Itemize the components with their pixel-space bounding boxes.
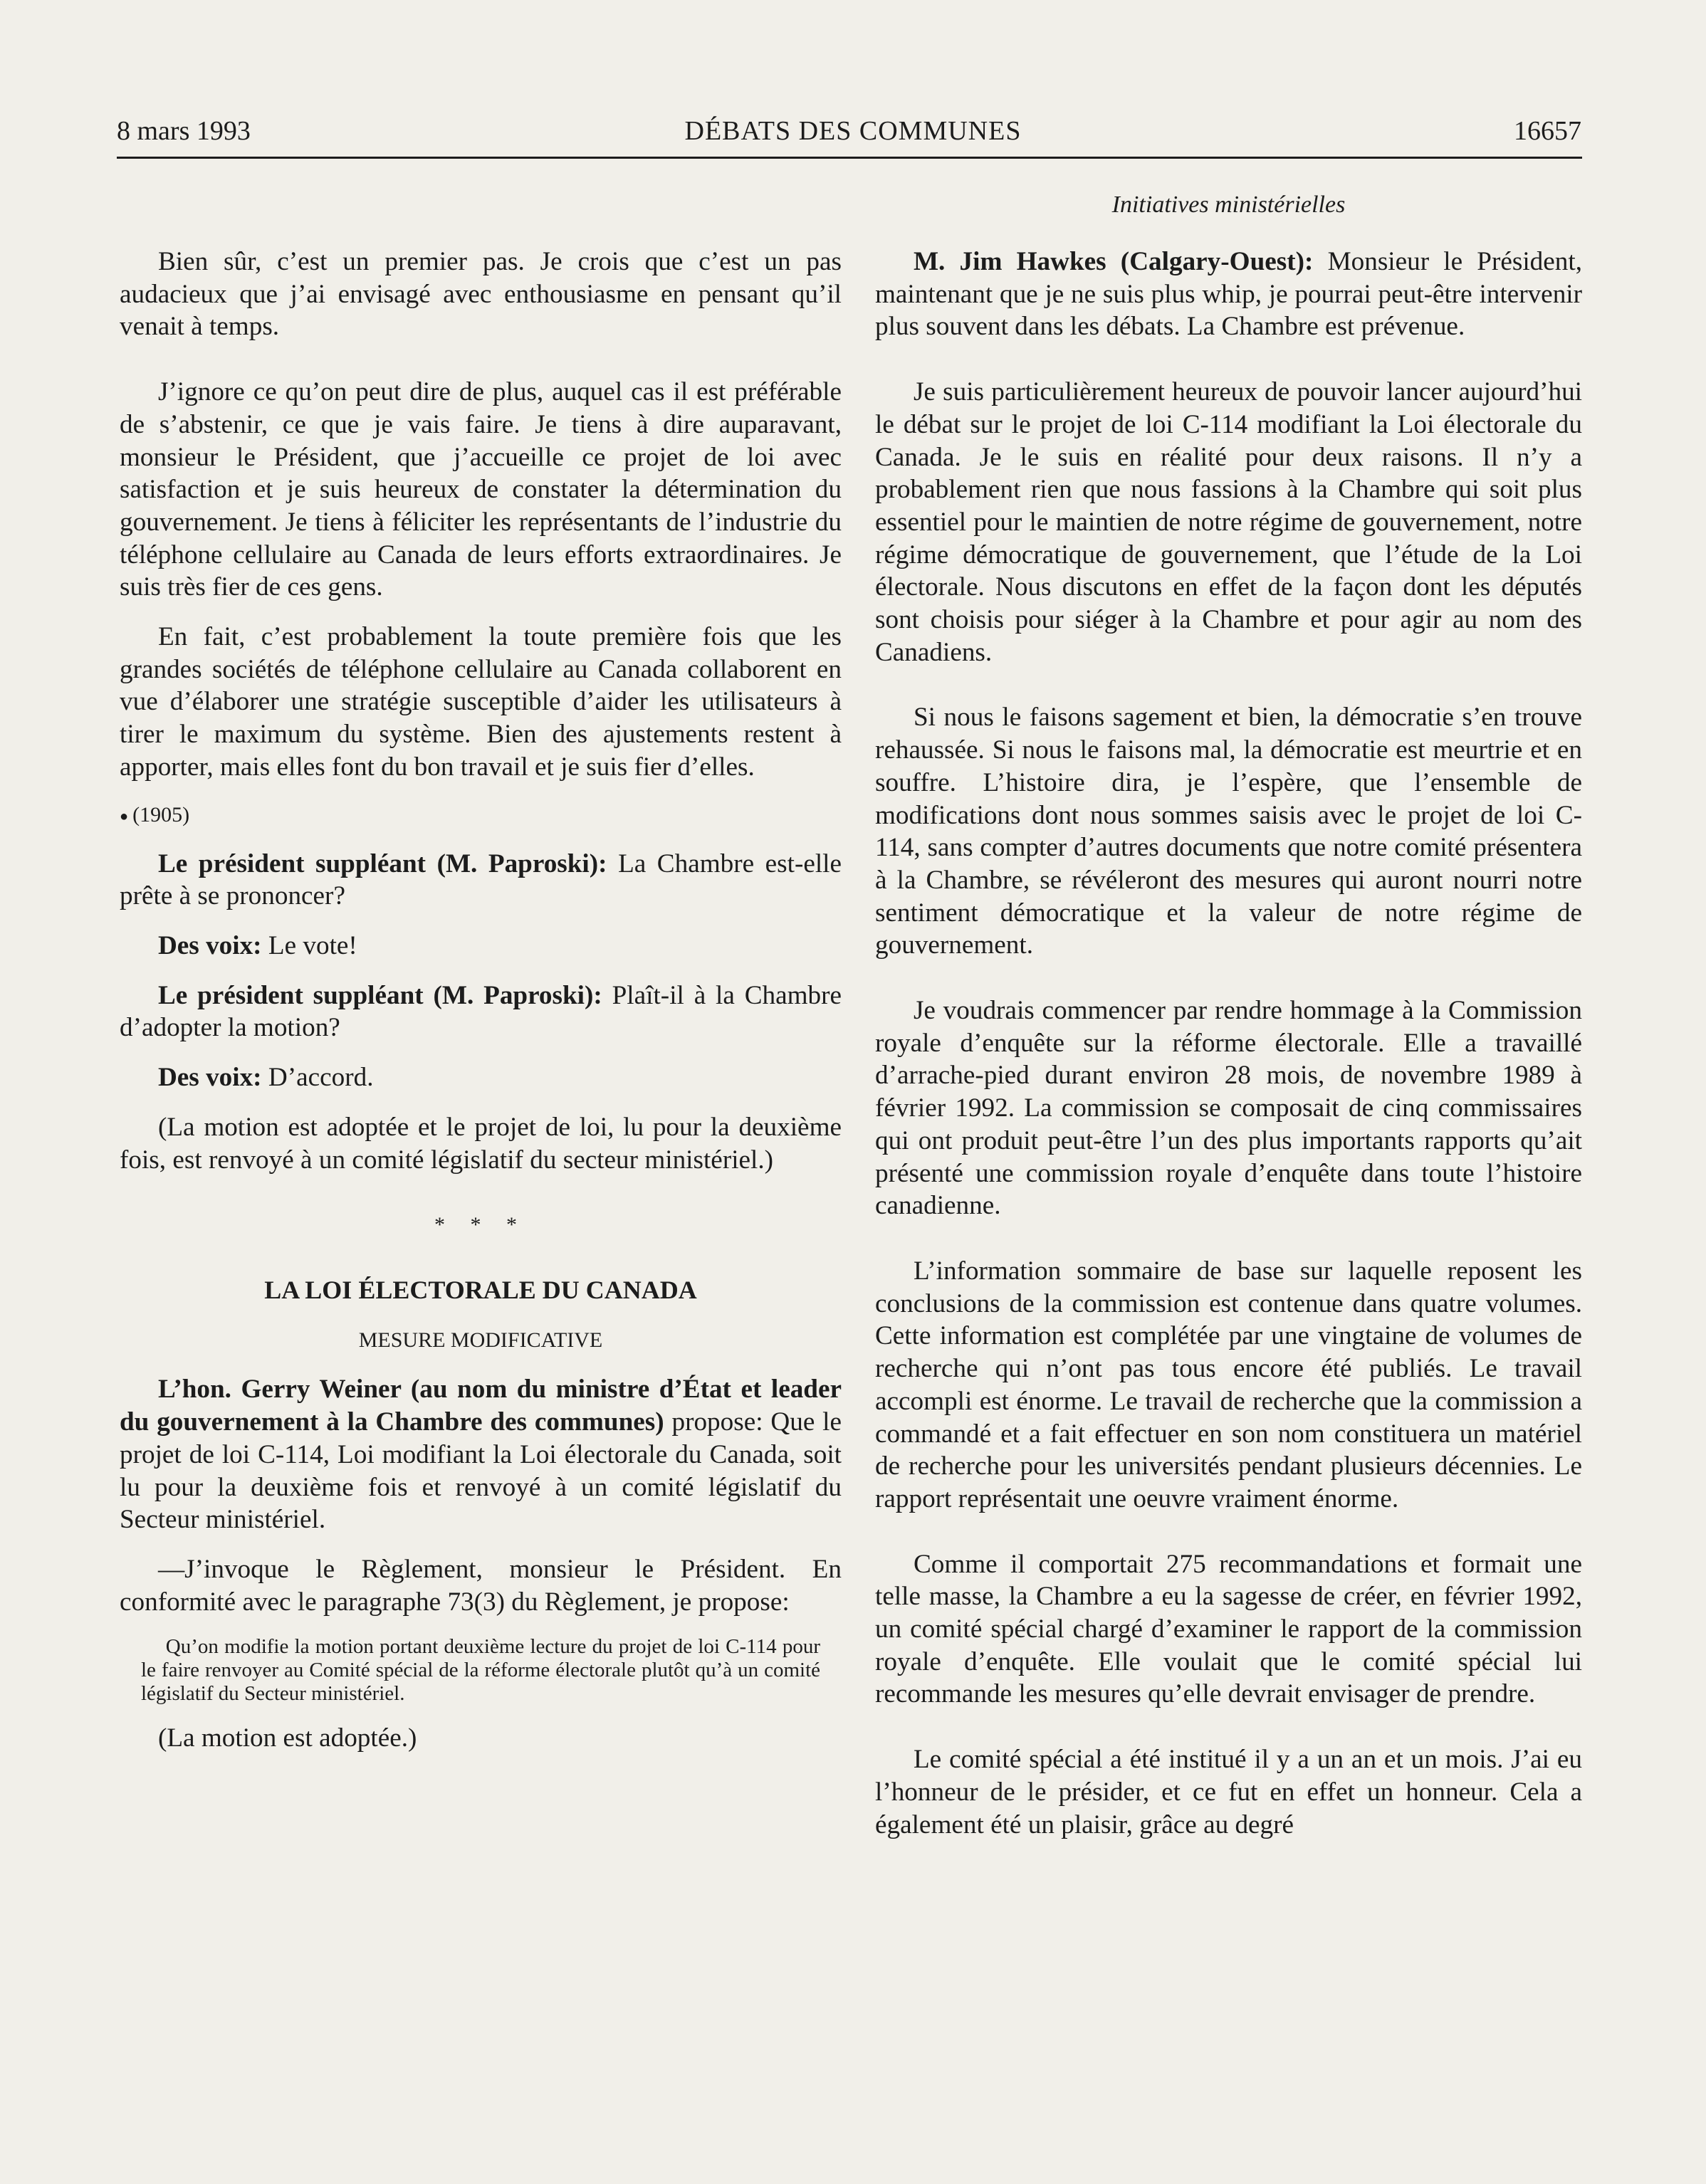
left-column bbox=[120, 246, 842, 1755]
amendment-text: Qu’on modifie la motion portant deuxième lecture du projet de loi C-114 pour le faire renvoyer au Comité spécial de la réforme électorale plutôt qu’à un comité législatif du Secteur ministériel. bbox=[141, 1635, 820, 1705]
speech-text: Monsieur le Président, maintenant que je ne suis plus whip, je pourrai peut-être intervenir plus souvent dans les débats. La Chambre est prévenue. bbox=[875, 247, 1583, 342]
paragraph: L’information sommaire de base sur laquelle reposent les conclusions de la commission est contenue dans quatre volumes. Cette information est complétée par une vingtaine de volumes de recherche qui n’ont pas tous encore été publiés. Le travail accompli est énorme. Le travail de recherche que la commission a commandé et a fait effectuer en son nom constituera un matériel de recherche pour les universités pendant plusieurs décennies. Le rapport représentait une oeuvre vraiment énorme. bbox=[875, 1256, 1582, 1513]
speech-paragraph bbox=[120, 980, 842, 1044]
speaker-name: L’hon. Gerry Weiner (au nom du ministre d’État et leader du gouvernement à la Chambre des communes) bbox=[120, 1375, 842, 1437]
amendment-quote bbox=[120, 1635, 842, 1705]
speech-paragraph bbox=[120, 930, 842, 962]
paragraph: Je voudrais commencer par rendre hommage à la Commission royale d’enquête sur la réforme électorale. Elle a travaillé d’arrache-pied durant environ 28 mois, de novembre 1989 à février 1992. La commission se composait de cinq commissaires qui ont produit peut-être l’un des plus importants rapports qu’ait présenté une commission royale d’enquête dans toute l’histoire canadienne. bbox=[875, 996, 1582, 1221]
time-marker bbox=[120, 801, 842, 831]
speech-paragraph bbox=[120, 1373, 842, 1536]
motion-result: (La motion est adoptée et le projet de loi, lu pour la deuxième fois, est renvoyé à un comité législatif du secteur ministériel.) bbox=[120, 1112, 842, 1175]
section-heading: LA LOI ÉLECTORALE DU CANADA bbox=[264, 1275, 697, 1304]
header-title: DÉBATS DES COMMUNES bbox=[684, 116, 1022, 146]
speech-text: Plaît-il à la Chambre d’adopter la motion? bbox=[120, 980, 842, 1043]
speaker-name: Le président suppléant (M. Paproski): bbox=[157, 849, 607, 878]
header-rule bbox=[117, 157, 1582, 159]
speech-text: propose: Que le projet de loi C-114, Loi modifiant la Loi électorale du Canada, soit lu pour la deuxième fois et renvoyé à un comité législatif du Secteur ministériel. bbox=[120, 1407, 842, 1535]
speech-paragraph bbox=[875, 246, 1582, 343]
speaker-name: Des voix: bbox=[157, 931, 262, 961]
speaker-name: Des voix: bbox=[157, 1063, 262, 1093]
paragraph: En fait, c’est probablement la toute première fois que les grandes sociétés de téléphone cellulaire au Canada collaborent en vue d’élaborer une stratégie susceptible d’aider les utilisateurs à tirer le maximum du système. Bien des ajustements restent à apporter, mais elles font du bon travail et je suis fier d’elles. bbox=[120, 622, 842, 782]
paragraph: Le comité spécial a été institué il y a un an et un mois. J’ai eu l’honneur de le présider, et ce fut en effet un honneur. Cela a également été un plaisir, grâce au degré bbox=[875, 1745, 1582, 1839]
section-header: Initiatives ministérielles bbox=[1111, 191, 1346, 218]
paragraph: —J’invoque le Règlement, monsieur le Président. En conformité avec le paragraphe 73(3) du Règlement, je propose: bbox=[120, 1554, 842, 1617]
paragraph: Bien sûr, c’est un premier pas. Je crois que c’est un pas audacieux que j’ai envisagé avec enthousiasme en pensant qu’il venait à temps. bbox=[120, 247, 842, 342]
paragraph: Comme il comportait 275 recommandations et formait une telle masse, la Chambre a eu la sagesse de créer, en février 1992, un comité spécial chargé d’examiner le rapport de la commission royale d’enquête. Elle voulait que le comité spécial lui recommande les mesures qu’elle devrait envisager de prendre. bbox=[875, 1549, 1582, 1709]
speech-text: La Chambre est-elle prête à se prononcer? bbox=[120, 849, 842, 911]
speech-text: D’accord. bbox=[261, 1063, 374, 1093]
paragraph: J’ignore ce qu’on peut dire de plus, auquel cas il est préférable de s’abstenir, ce que je vais faire. Je tiens à dire auparavant, monsieur le Président, que j’accueille ce projet de loi avec satisfaction et je suis heureux de constater la détermination du gouvernement. Je tiens à féliciter les représentants de l’industrie du téléphone cellulaire au Canada de leurs efforts extraordinaires. Je suis très fier de ces gens. bbox=[120, 377, 842, 602]
right-column bbox=[875, 246, 1582, 1841]
time-stamp: (1905) bbox=[132, 802, 190, 826]
speech-paragraph bbox=[120, 1061, 842, 1094]
section-separator: * * * bbox=[434, 1213, 527, 1237]
speech-paragraph bbox=[120, 848, 842, 913]
speech-text: Le vote! bbox=[261, 931, 357, 961]
motion-adopted: (La motion est adoptée.) bbox=[157, 1723, 417, 1753]
speaker-name: Le président suppléant (M. Paproski): bbox=[157, 980, 602, 1010]
paragraph: Si nous le faisons sagement et bien, la démocratie s’en trouve rehaussée. Si nous le faisons mal, la démocratie est meurtrie et en souffre. L’histoire dira, je l’espère, que l’ensemble de modifications dont nous sommes saisis avec le projet de loi C-114, sans compter d’autres documents que notre comité présentera à la Chambre, se révéleront des mesures qui auront nourri notre sentiment démocratique et la valeur de notre régime de gouvernement. bbox=[875, 703, 1582, 960]
bullet-icon: ● bbox=[120, 808, 129, 824]
section-subheading: MESURE MODIFICATIVE bbox=[358, 1328, 603, 1352]
speaker-name: M. Jim Hawkes (Calgary-Ouest): bbox=[913, 247, 1314, 276]
header-page-number: 16657 bbox=[1514, 116, 1581, 146]
paragraph: Je suis particulièrement heureux de pouvoir lancer aujourd’hui le débat sur le projet de loi C-114 modifiant la Loi électorale du Canada. Je le suis en réalité pour deux raisons. Il n’y a probablement rien que nous fassions à la Chambre qui soit plus essentiel pour le maintien de notre régime de gouvernement, notre régime démocratique de gouvernement, que l’étude de la Loi électorale. Nous discutons en effet de la façon dont les députés sont choisis pour siéger à la Chambre et pour agir au nom des Canadiens. bbox=[875, 377, 1582, 667]
header-date: 8 mars 1993 bbox=[117, 116, 251, 146]
